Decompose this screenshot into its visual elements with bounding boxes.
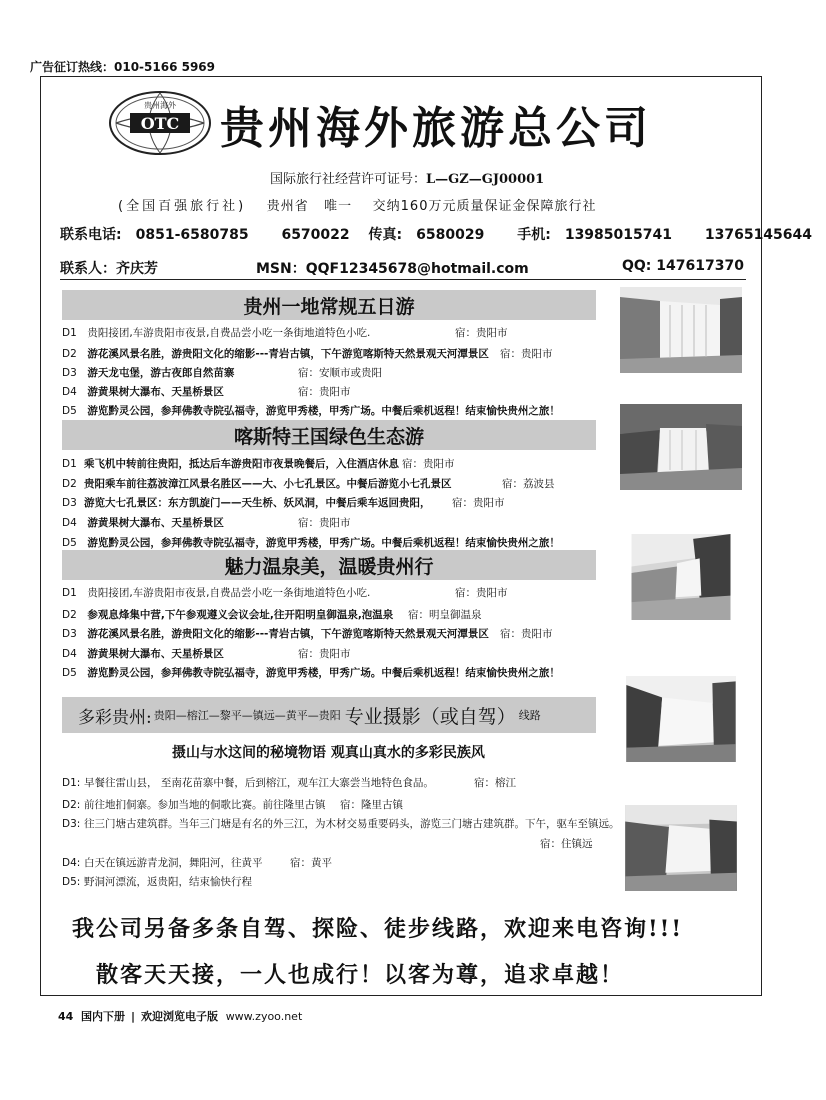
day-text: 贵阳接团,车游贵阳市夜景,自费品尝小吃一条街地道特色小吃. <box>87 587 371 599</box>
route-3-day-4-stay: 宿：贵阳市 <box>298 648 351 660</box>
tagline-routes: 我公司另备多条自驾、探险、徒步线路，欢迎来电咨询!!! <box>72 916 683 942</box>
day-text: 游花溪风景名胜，游贵阳文化的缩影---青岩古镇，下午游览喀斯特天然景观天河潭景区 <box>87 628 489 640</box>
route-2-day-3 <box>62 495 431 510</box>
day-text: 乘飞机中转前往贵阳，抵达后车游贵阳市夜景晚餐后，入住酒店休息 <box>84 458 399 470</box>
route-1-day-1 <box>62 325 370 340</box>
day-text: 野洞河漂流，返贵阳，结束愉快行程 <box>84 876 252 888</box>
page-footer <box>58 1008 302 1024</box>
route-1-day-3 <box>62 365 234 380</box>
route-3-day-3 <box>62 626 489 641</box>
route-1-day-4 <box>62 384 224 399</box>
route-1-day-3-stay: 宿：安顺市或贵阳 <box>298 367 382 379</box>
day-text: 往三门塘古建筑群。当年三门塘是有名的外三江，为木材交易重要码头，游览三门塘古建筑群。下午，驱车至镇远。 <box>84 818 620 830</box>
day-label: D4 <box>62 648 77 660</box>
credentials-line <box>118 195 596 214</box>
mobile-label: 手机: <box>517 227 551 243</box>
route-2-day-2 <box>62 476 452 491</box>
day-label: D1 <box>62 458 77 470</box>
day-label: D4 <box>62 517 77 529</box>
tel-label: 联系电话: <box>60 227 122 243</box>
day-label: D3 <box>62 497 77 509</box>
unique-label: 唯一 <box>324 199 353 214</box>
photo-day-3 <box>62 816 620 831</box>
license-label: 国际旅行社经营许可证号： <box>270 172 427 187</box>
day-text: 游黄果树大瀑布、天星桥景区 <box>87 648 224 660</box>
contact-person: 联系人：齐庆芳 <box>60 261 158 277</box>
day-text: 游黄果树大瀑布、天星桥景区 <box>87 517 224 529</box>
tel-number-1: 0851-6580785 <box>135 227 249 243</box>
day-label: D5 <box>62 537 77 549</box>
qq-contact: QQ: 147617370 <box>622 258 744 274</box>
deposit-label: 交纳160万元质量保证金保障旅行社 <box>372 199 597 214</box>
photo-route-banner <box>62 697 596 733</box>
day-label: D4 <box>62 386 77 398</box>
route-3-day-1-stay: 宿：贵阳市 <box>455 587 508 599</box>
route-3-day-3-stay: 宿：贵阳市 <box>500 628 553 640</box>
day-label: D2 <box>62 478 77 490</box>
footer-note: 欢迎浏览电子版 <box>141 1010 219 1023</box>
route-1-day-2 <box>62 346 489 361</box>
company-name: 贵州海外旅游总公司 <box>220 103 652 154</box>
mobile-number-1: 13985015741 <box>564 227 672 243</box>
day-label: D2 <box>62 348 77 360</box>
day-label: D5 <box>62 667 77 679</box>
day-text: 前往地扪侗寨。参加当地的侗歌比赛。前往隆里古镇 <box>84 799 326 811</box>
waterfall-photo-3 <box>620 534 742 620</box>
header-divider <box>60 279 746 280</box>
route-2-day-4 <box>62 515 224 530</box>
photo-route-main: 专业摄影（或自驾） <box>344 705 516 728</box>
tel-number-2: 6570022 <box>281 227 350 243</box>
photo-day-3-stay: 宿：住镇远 <box>540 838 593 850</box>
photo-route-path: 贵阳—榕江—黎平—镇远—黄平—贵阳 <box>153 709 341 722</box>
photo-day-2 <box>62 797 326 812</box>
day-text: 贵阳接团,车游贵阳市夜景,自费品尝小吃一条街地道特色小吃. <box>87 327 371 339</box>
day-label: D3 <box>62 367 77 379</box>
footer-divider: | <box>130 1010 136 1023</box>
photo-route-subtitle: 摄山与水这间的秘境物语 观真山真水的多彩民族风 <box>172 745 485 761</box>
photo-day-5 <box>62 874 252 889</box>
photo-day-1-stay: 宿：榕江 <box>474 777 516 789</box>
route-3-day-2 <box>62 607 393 622</box>
license-line <box>270 168 544 187</box>
fax-label: 传真: <box>368 227 403 243</box>
day-text: 白天在镇远游青龙洞，舞阳河，往黄平 <box>84 857 263 869</box>
waterfall-photo-1 <box>620 287 742 373</box>
route-2-day-1 <box>62 456 399 471</box>
logo-text: OTC <box>140 114 180 133</box>
route-3-title: 魅力温泉美，温暖贵州行 <box>62 550 596 580</box>
province-label: 贵州省 <box>266 199 309 214</box>
route-3-day-5 <box>62 665 560 680</box>
fax-number: 6580029 <box>416 227 485 243</box>
route-3-day-1 <box>62 585 370 600</box>
route-1-day-4-stay: 宿：贵阳市 <box>298 386 351 398</box>
route-2-day-4-stay: 宿：贵阳市 <box>298 517 351 529</box>
photo-day-1 <box>62 775 434 790</box>
day-text: 贵阳乘车前往荔波漳江风景名胜区——大、小七孔景区。中餐后游览小七孔景区 <box>84 478 452 490</box>
contact-line <box>60 224 826 244</box>
day-text: 参观息烽集中营,下午参观遵义会议会址,往开阳明皇御温泉,泡温泉 <box>87 609 394 621</box>
route-1-day-2-stay: 宿：贵阳市 <box>500 348 553 360</box>
day-label: D3: <box>62 818 81 830</box>
day-label: D2 <box>62 609 77 621</box>
route-2-day-2-stay: 宿：荔波县 <box>502 478 555 490</box>
route-2-day-3-stay: 宿：贵阳市 <box>452 497 505 509</box>
ad-hotline: 广告征订热线：010-5166 5969 <box>30 60 216 74</box>
day-label: D3 <box>62 628 77 640</box>
route-2-title: 喀斯特王国绿色生态游 <box>62 420 596 450</box>
photo-route-suffix: 线路 <box>518 709 541 722</box>
day-text: 游览黔灵公园，参拜佛教寺院弘福寺，游览甲秀楼，甲秀广场。中餐后乘机返程！结束愉快贵州之旅！ <box>87 667 560 679</box>
logo-small-text: 贵州海外 <box>144 101 176 110</box>
day-label: D1: <box>62 777 81 789</box>
tagline-motto: 散客天天接，一人也成行！以客为尊，追求卓越！ <box>96 962 625 988</box>
msn-contact: MSN：QQF12345678@hotmail.com <box>256 261 529 277</box>
mobile-number-2: 13765145644 <box>704 227 813 243</box>
page-number: 44 <box>58 1010 74 1023</box>
waterfall-photo-4 <box>620 676 742 762</box>
day-label: D5 <box>62 405 77 417</box>
day-text: 游览大七孔景区：东方凯旋门——天生桥、妖风洞，中餐后乘车返回贵阳， <box>84 497 431 509</box>
hundred-strong-label: (全国百强旅行社) <box>118 199 247 214</box>
route-1-title: 贵州一地常规五日游 <box>62 290 596 320</box>
day-text: 游览黔灵公园，参拜佛教寺院弘福寺，游览甲秀楼，甲秀广场。中餐后乘机返程！结束愉快贵州之旅！ <box>87 537 560 549</box>
photo-route-prefix: 多彩贵州: <box>78 707 152 728</box>
route-2-day-1-stay: 宿：贵阳市 <box>402 458 455 470</box>
route-1-day-1-stay: 宿：贵阳市 <box>455 327 508 339</box>
route-1-day-5 <box>62 403 560 418</box>
day-text: 游览黔灵公园，参拜佛教寺院弘福寺，游览甲秀楼，甲秀广场。中餐后乘机返程！结束愉快贵州之旅！ <box>87 405 560 417</box>
waterfall-photo-5 <box>620 805 742 891</box>
route-2-day-5 <box>62 535 560 550</box>
day-label: D1 <box>62 587 77 599</box>
route-3-day-2-stay: 宿：明皇御温泉 <box>408 609 482 621</box>
otc-logo <box>108 90 212 156</box>
waterfall-photo-2 <box>620 404 742 490</box>
footer-url[interactable]: www.zyoo.net <box>225 1010 303 1023</box>
license-number: L—GZ—GJ00001 <box>426 172 545 187</box>
photo-day-2-stay: 宿：隆里古镇 <box>340 799 403 811</box>
day-text: 早餐往雷山县， 至南花苗寨中餐，后到榕江，观车江大寨尝当地特色食品。 <box>84 777 434 789</box>
day-label: D4: <box>62 857 81 869</box>
day-text: 游黄果树大瀑布、天星桥景区 <box>87 386 224 398</box>
day-text: 游花溪风景名胜，游贵阳文化的缩影---青岩古镇，下午游览喀斯特天然景观天河潭景区 <box>87 348 489 360</box>
day-label: D5: <box>62 876 81 888</box>
day-label: D1 <box>62 327 77 339</box>
photo-day-4-stay: 宿：黄平 <box>290 857 332 869</box>
day-text: 游天龙屯堡，游古夜郎自然苗寨 <box>87 367 235 379</box>
section-label: 国内下册 <box>80 1010 125 1023</box>
day-label: D2: <box>62 799 81 811</box>
route-3-day-4 <box>62 646 224 661</box>
photo-day-4 <box>62 855 263 870</box>
